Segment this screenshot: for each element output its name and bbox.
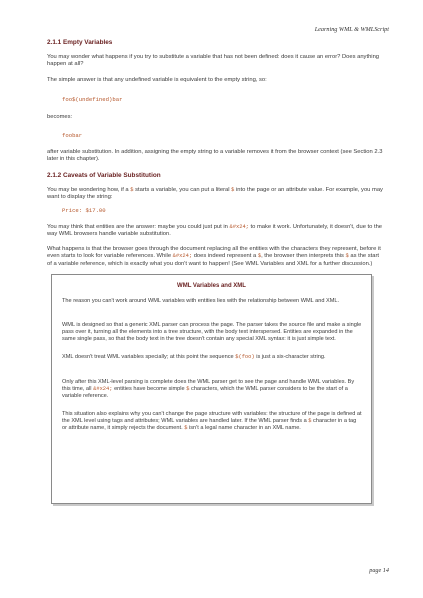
sidebar-paragraph: The reason you can't work around WML variables with entities lies with the relationship between WML and XML.	[62, 298, 340, 304]
paragraph: The simple answer is that any undefined variable is equivalent to the empty string, so:	[47, 77, 267, 83]
inline-code: &#x24;	[172, 253, 193, 260]
inline-code: $	[308, 418, 312, 425]
sidebar-paragraph	[62, 411, 362, 433]
sidebar-box	[51, 274, 372, 504]
text: , the browser then interprets this	[261, 253, 346, 260]
text: does indeed represent a	[192, 253, 258, 260]
inline-code: $(foo)	[235, 354, 255, 360]
text: Only after this XML-level parsing is complete does the WML parser get to see the page and handle WML variables. By this time, all	[62, 379, 355, 393]
paragraph	[47, 224, 383, 239]
section-heading-caveats: 2.1.2 Caveats of Variable Substitution	[47, 172, 161, 179]
inline-code: $	[186, 386, 190, 393]
inline-code: $	[130, 187, 134, 193]
inline-code: $	[345, 253, 349, 260]
inline-code: $	[257, 253, 262, 260]
text: character in a tag or attribute name, it simply rejects the document.	[62, 418, 357, 432]
text: characters, which the WML parser considers to be the start of a variable reference.	[62, 386, 348, 400]
text: XML doesn't treat WML variables specially; at this point the sequence	[62, 354, 236, 360]
text: as the start of a variable reference, which is exactly what you don't want to happen! (See WML Variables and XML for a further discussion.)	[47, 253, 380, 267]
sidebar-paragraph: WML is designed so that a generic XML parser can process the page. The parser takes the source file and make a single pass over it, turning all the elements into a tree structure, with the body text interspersed. Entities are expanded in the same single pass, so that the body text in the tree doesn't contain any special XML syntax: it is just simple text.	[62, 322, 362, 343]
sidebar-title: WML Variables and XML	[177, 283, 246, 289]
text: entities have become simple	[112, 386, 187, 393]
text: You may think that entities are the answer: maybe you could just put in	[47, 224, 230, 230]
paragraph: You may wonder what happens if you try to substitute a variable that has not been defined: does it cause an error? Does anything happen at all?	[47, 54, 380, 68]
text: starts a variable, you can put a literal	[133, 187, 232, 193]
text: into the page or an attribute value. For example, you may want to display the string:	[47, 187, 383, 201]
inline-code: &#x24;	[229, 224, 249, 230]
running-head: Learning WML & WMLScript	[314, 26, 389, 33]
paragraph	[47, 187, 383, 202]
paragraph: becomes:	[47, 114, 73, 120]
section-heading-empty-variables: 2.1.1 Empty Variables	[47, 39, 113, 46]
inline-code: $	[231, 187, 235, 193]
text: isn't a legal name character in an XML name.	[187, 425, 301, 432]
text: to make it work. Unfortunately, it doesn't, due to the way WML browsers handle variable substitution.	[47, 224, 383, 238]
sidebar-paragraph	[62, 354, 362, 361]
text: is just a six-character string.	[254, 354, 326, 360]
code-block: foobar	[62, 132, 83, 139]
code-block: Price: $17.00	[62, 207, 106, 214]
inline-code: $	[184, 425, 188, 432]
text: This situation also explains why you can't change the page structure with variables: the structure of the page is defined at the XML level using tags and attributes; WML variables are handled later. If the WML parser finds a	[62, 411, 362, 425]
text: What happens is that the browser goes through the document replacing all the entities with the characters they represent, before it even starts to look for variable references. While	[47, 246, 381, 260]
sidebar-paragraph	[62, 379, 362, 401]
inline-code: &#x24;	[93, 386, 113, 393]
paragraph	[47, 246, 383, 268]
text: You may be wondering how, if a	[47, 187, 131, 193]
code-block: foo$(undefined)bar	[62, 96, 123, 103]
paragraph: after variable substitution. In addition, assigning the empty string to a variable removes it from the browser context (see Section 2.3 later in this chapter).	[47, 149, 383, 163]
page-number: page 14	[369, 567, 389, 574]
